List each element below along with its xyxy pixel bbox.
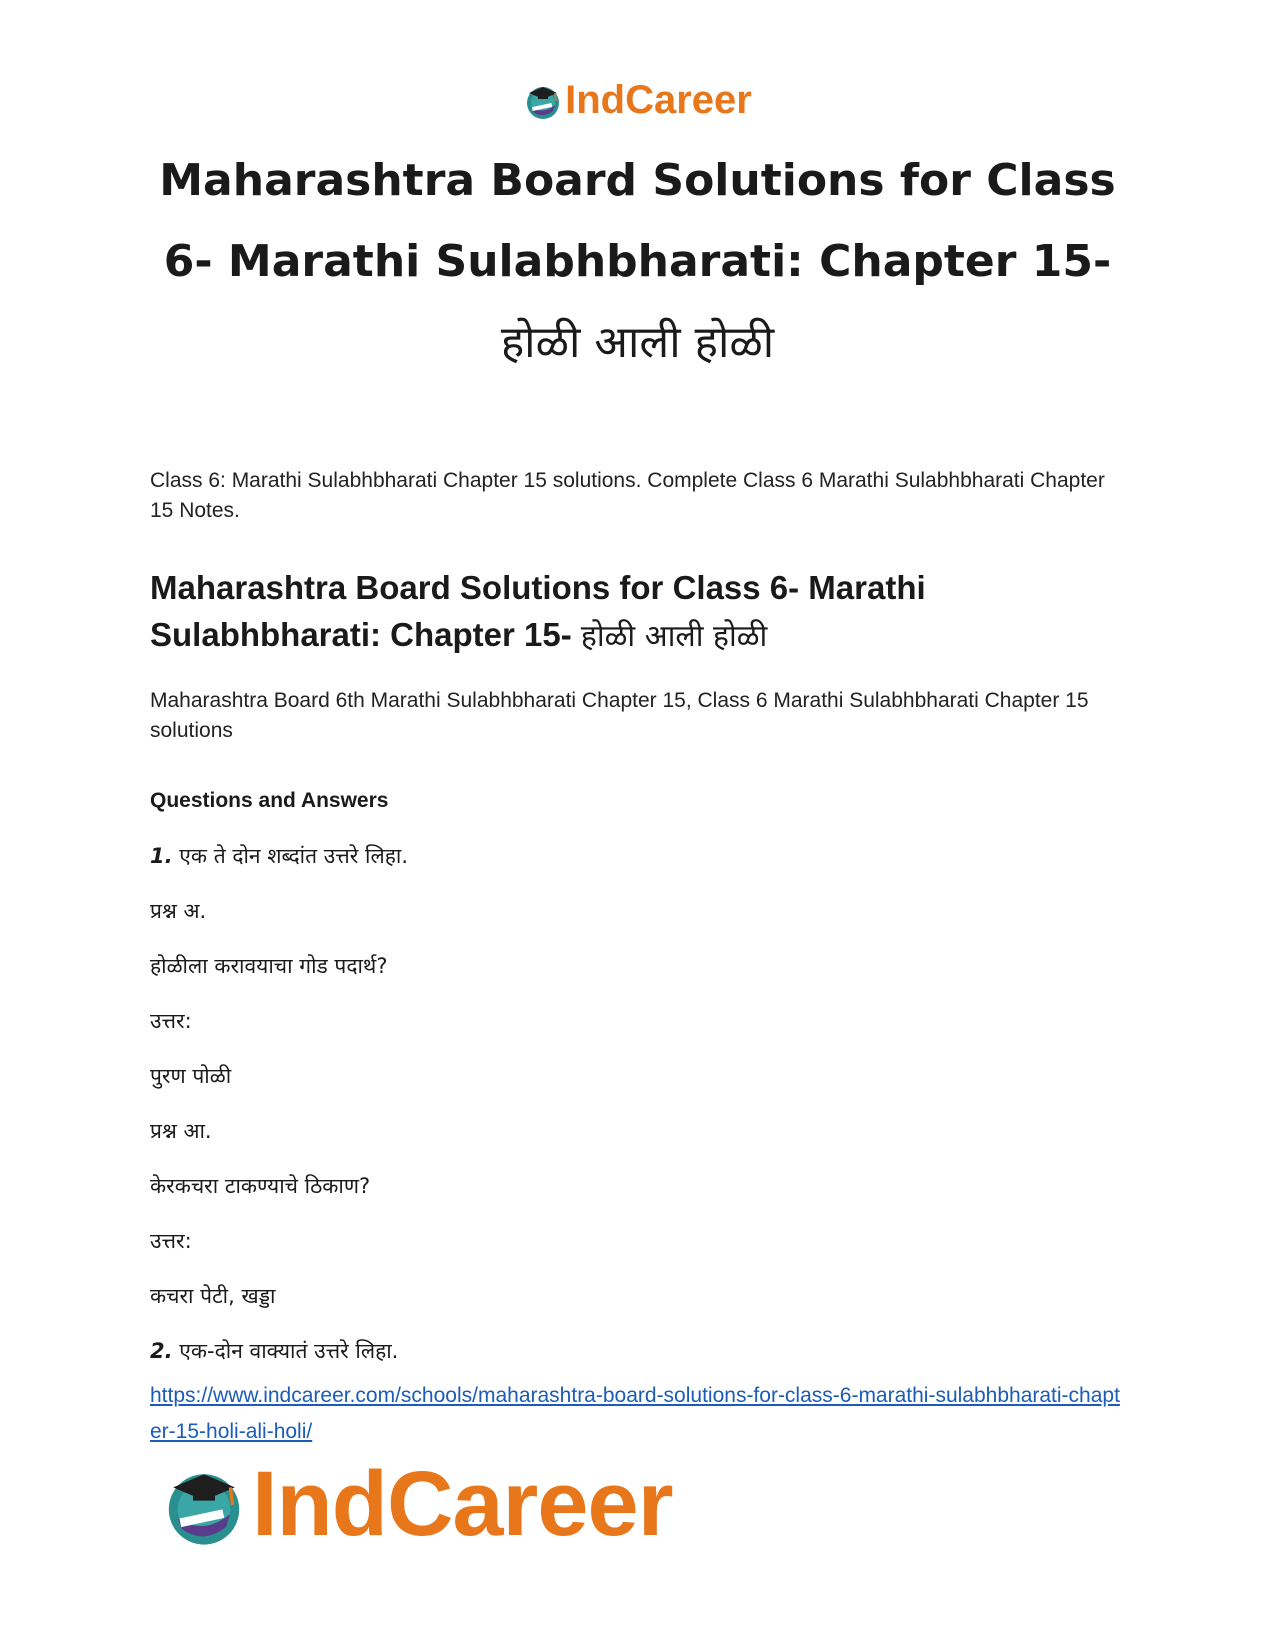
header-logo-area	[0, 78, 1275, 123]
qa-line: कचरा पेटी, खड्डा	[150, 1284, 276, 1308]
qa-heading: Questions and Answers	[150, 789, 389, 812]
section-subtext: Maharashtra Board 6th Marathi Sulabhbharati Chapter 15, Class 6 Marathi Sulabhbharati Chapter 15 solutions	[150, 689, 1089, 742]
graduation-cap-globe-icon	[160, 1461, 248, 1549]
intro-paragraph: Class 6: Marathi Sulabhbharati Chapter 15 solutions. Complete Class 6 Marathi Sulabhbharati Chapter 15 Notes.	[150, 469, 1105, 522]
qa-line: प्रश्न अ.	[150, 899, 207, 923]
section-heading-latin: Maharashtra Board Solutions for Class 6- Marathi Sulabhbharati: Chapter 15-	[150, 569, 926, 653]
qa-line: प्रश्न आ.	[150, 1119, 212, 1143]
question-number: 1.	[150, 844, 173, 868]
qa-line: पुरण पोळी	[150, 1064, 232, 1088]
qa-line: होळीला करावयाचा गोड पदार्थ?	[150, 954, 388, 978]
qa-list	[150, 841, 1125, 1366]
section-heading-devanagari: होळी आली होळी	[580, 619, 768, 654]
qa-line: केरकचरा टाकण्याचे ठिकाण?	[150, 1174, 371, 1198]
indcareer-logo-large	[160, 1452, 673, 1557]
page-title-latin: Maharashtra Board Solutions for Class 6- Marathi Sulabhbharati: Chapter 15-	[159, 155, 1116, 287]
question-text: एक-दोन वाक्यातं उत्तरे लिहा.	[179, 1339, 399, 1363]
page-title	[130, 140, 1145, 383]
page-title-devanagari: होळी आली होळी	[500, 317, 775, 368]
qa-line: उत्तर:	[150, 1229, 192, 1253]
question-2	[150, 1336, 1125, 1366]
footer-logo-area	[160, 1452, 673, 1557]
graduation-cap-globe-icon	[523, 81, 563, 121]
brand-wordmark: IndCareer	[252, 1453, 673, 1555]
indcareer-logo	[523, 78, 752, 123]
qa-line: उत्तर:	[150, 1009, 192, 1033]
question-number: 2.	[150, 1339, 173, 1363]
question-1	[150, 841, 1125, 871]
source-link[interactable]: https://www.indcareer.com/schools/maharashtra-board-solutions-for-class-6-marathi-sulabhbharati-chapter-15-holi-ali-holi/	[150, 1384, 1120, 1443]
main-content	[150, 466, 1125, 1366]
question-text: एक ते दोन शब्दांत उत्तरे लिहा.	[179, 844, 408, 868]
section-heading	[150, 564, 1125, 660]
brand-wordmark: IndCareer	[565, 78, 752, 122]
